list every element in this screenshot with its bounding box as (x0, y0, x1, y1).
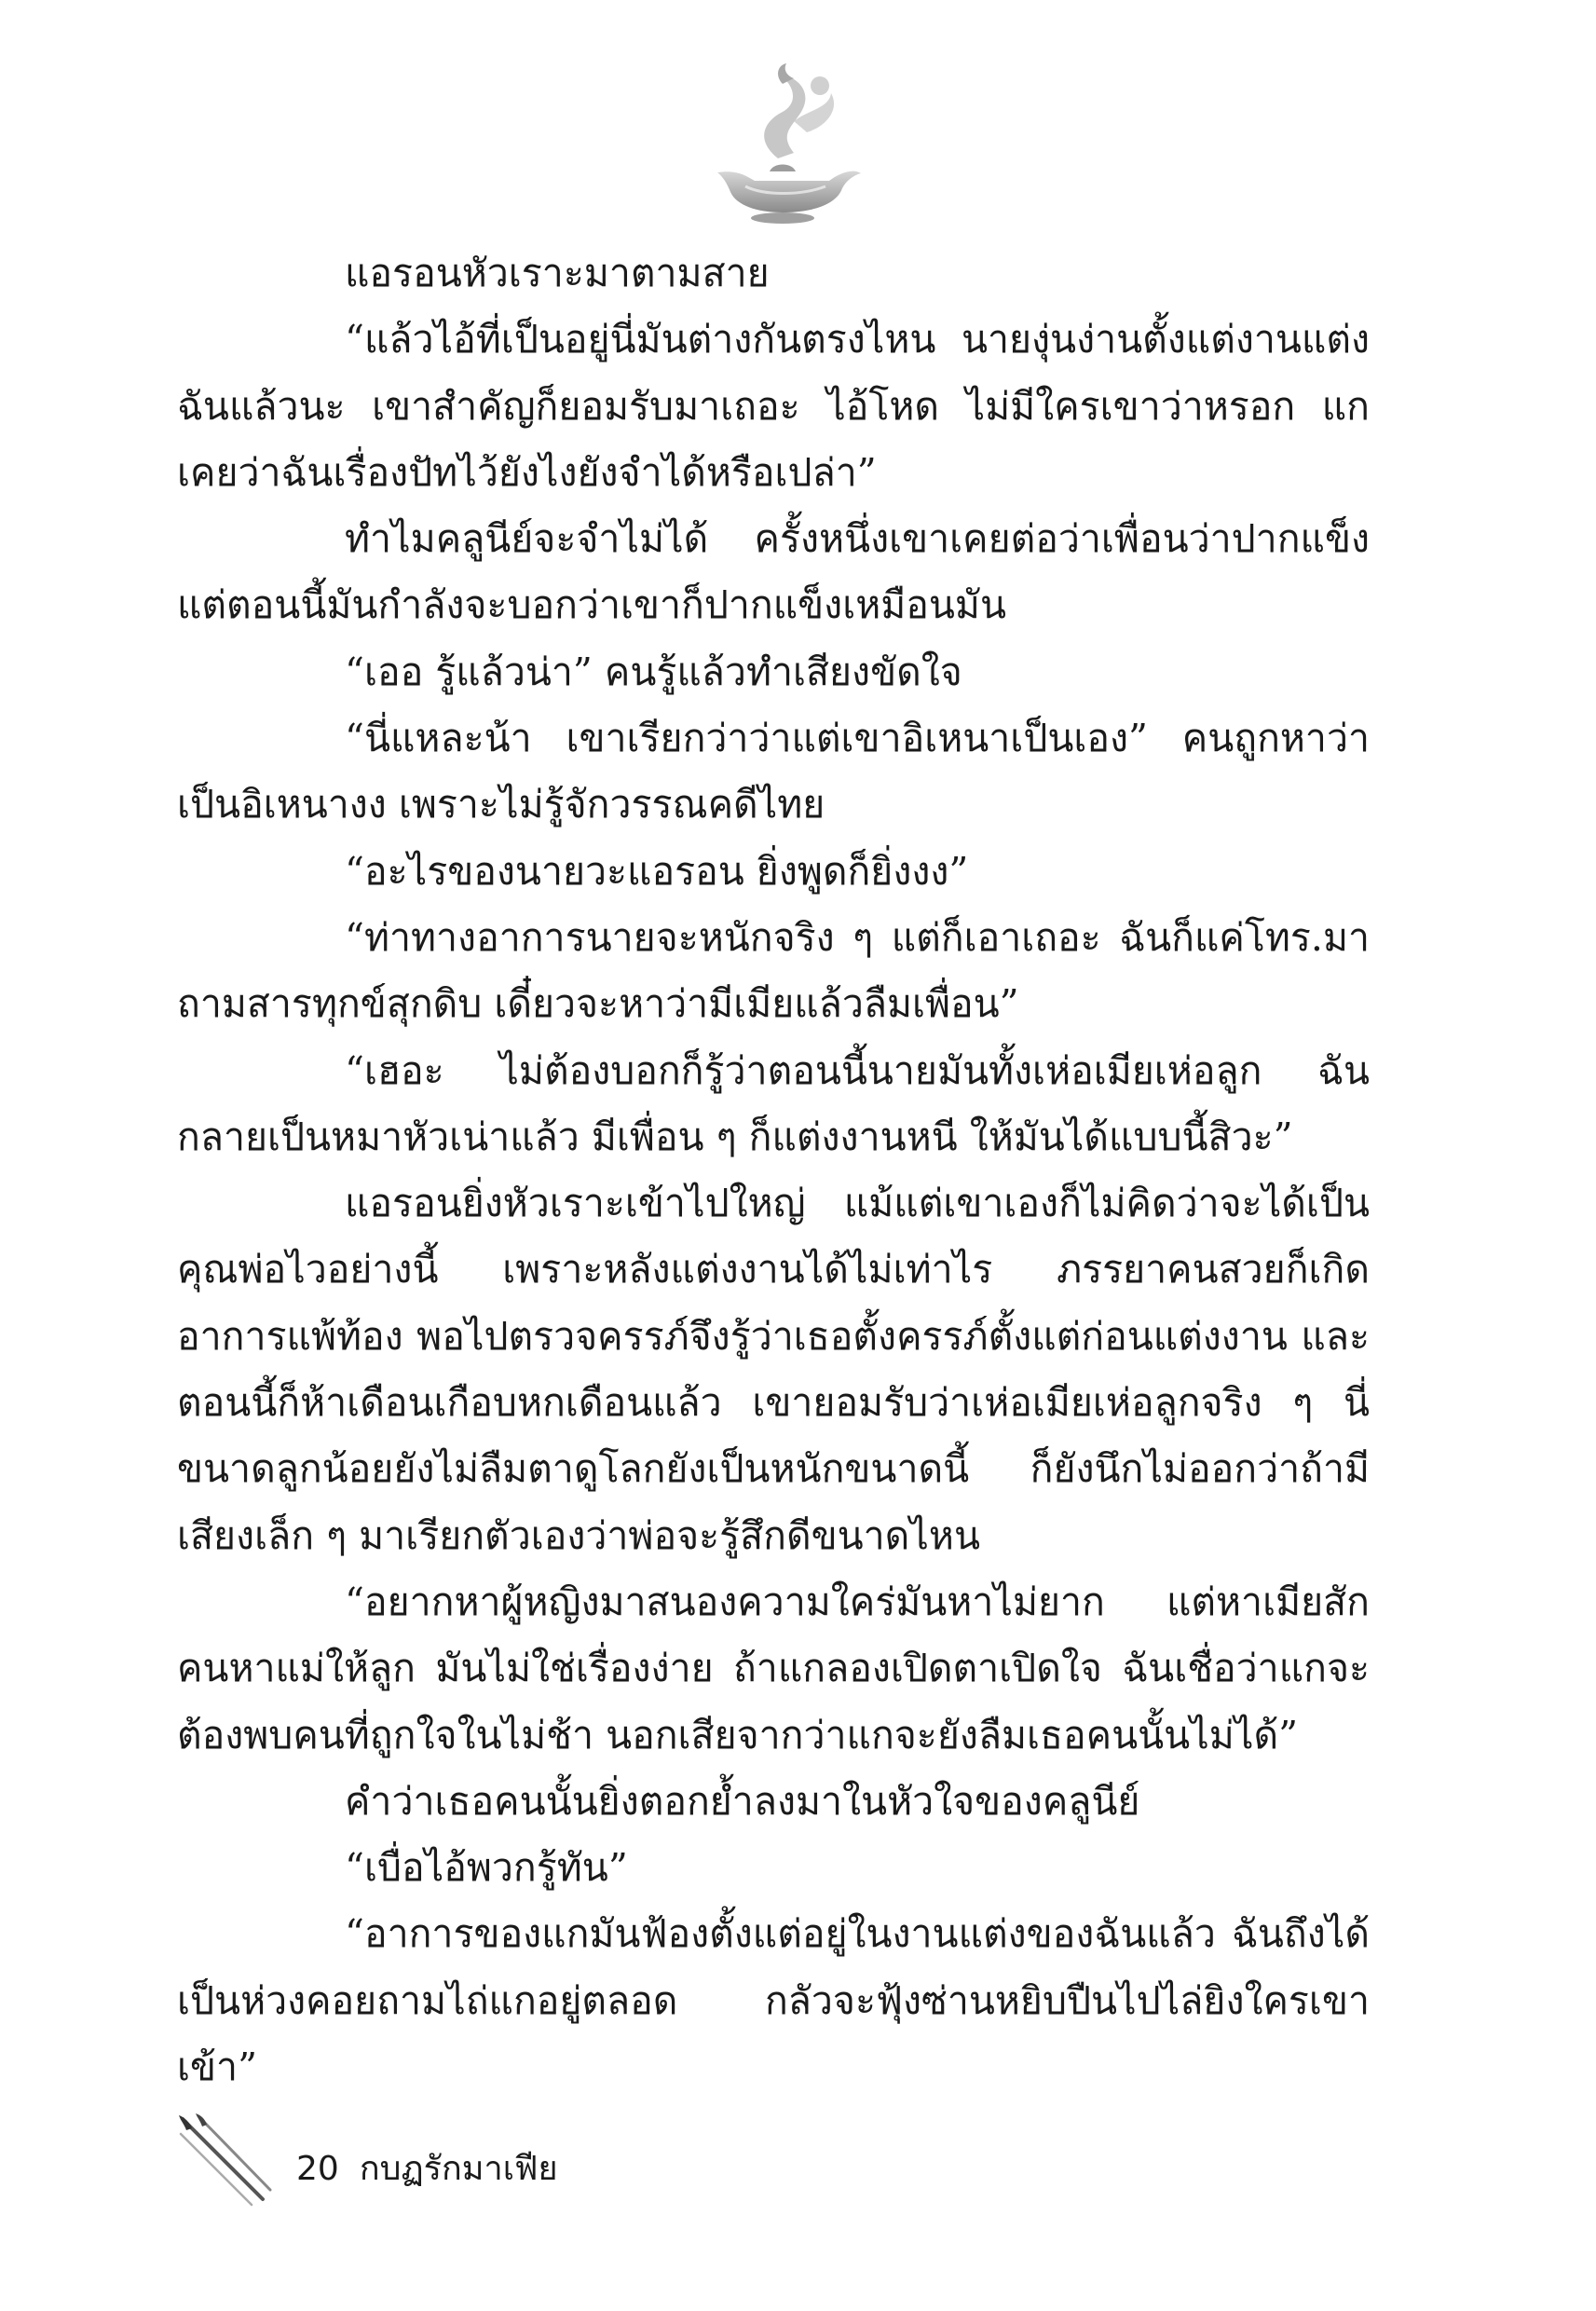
paragraph: “เบื่อไอ้พวกรู้ทัน” (345, 1845, 628, 1891)
paragraph: “ท่าทางอาการนายจะหนักจริง ๆ แต่ก็เอาเถอะ ฉันก็แค่โทร.มาถามสารทุกข์สุกดิบ เดี๋ยวจะหาว่ามีเมียแล้วลืมเพื่อน” (177, 914, 1370, 1027)
paragraph: “นี่แหละน้า เขาเรียกว่าว่าแต่เขาอิเหนาเป็นเอง” คนถูกหาว่าเป็นอิเหนางง เพราะไม่รู้จักวรรณคดีไทย (177, 716, 1370, 827)
paragraph: แอรอนหัวเราะมาตามสาย (345, 251, 770, 295)
paragraph: “อาการของแกมันฟ้องตั้งแต่อยู่ในงานแต่งของฉันแล้ว ฉันถึงได้เป็นห่วงคอยถามไถ่แกอยู่ตลอด กลัวจะฟุ้งซ่านหยิบปืนไปไล่ยิงใครเขาเข้า” (177, 1911, 1370, 2090)
paragraph: “เฮอะ ไม่ต้องบอกก็รู้ว่าตอนนี้นายมันทั้งเห่อเมียเห่อลูก ฉันกลายเป็นหมาหัวเน่าแล้ว มีเพื่อน ๆ ก็แต่งงานหนี ให้มันได้แบบนี้สิวะ” (177, 1047, 1370, 1159)
paragraph: คำว่าเธอคนนั้นยิ่งตอกย้ำลงมาในหัวใจของคลูนีย์ (345, 1778, 1140, 1824)
page-folio (296, 2141, 558, 2195)
paragraph: “เออ รู้แล้วน่า” คนรู้แล้วทำเสียงขัดใจ (345, 649, 962, 694)
paintbrush-icon (177, 2113, 280, 2207)
paragraph: แอรอนยิ่งหัวเราะเข้าไปใหญ่ แม้แต่เขาเองก็ไม่คิดว่าจะได้เป็นคุณพ่อไวอย่างนี้ เพราะหลังแต่งงานได้ไม่เท่าไร ภรรยาคนสวยก็เกิดอาการแพ้ท้อง พอไปตรวจครรภ์จึงรู้ว่าเธอตั้งครรภ์ตั้งแต่ก่อนแต่งงาน และตอนนี้ก็ห้าเดือนเกือบหกเดือนแล้ว เขายอมรับว่าเห่อเมียเห่อลูกจริง ๆ นี่ขนาดลูกน้อยยังไม่ลืมตาดูโลกยังเป็นหนักขนาดนี้ ก็ยังนึกไม่ออกว่าถ้ามีเสียงเล็ก ๆ มาเรียกตัวเองว่าพ่อจะรู้สึกดีขนาดไหน (177, 1181, 1370, 1558)
genie-lamp-icon (689, 56, 876, 233)
page-number: 20 (296, 2150, 339, 2188)
page-footer (177, 2113, 829, 2207)
book-title: กบฏรักมาเฟีย (359, 2150, 558, 2188)
body-text (177, 240, 1370, 2100)
paragraph: “อะไรของนายวะแอรอน ยิ่งพูดก็ยิ่งงง” (345, 848, 969, 894)
paragraph: “อยากหาผู้หญิงมาสนองความใคร่มันหาไม่ยาก แต่หาเมียสักคนหาแม่ให้ลูก มันไม่ใช่เรื่องง่าย ถ้าแกลองเปิดตาเปิดใจ ฉันเชื่อว่าแกจะต้องพบคนที่ถูกใจในไม่ช้า นอกเสียจากว่าแกจะยังลืมเธอคนนั้นไม่ได้” (177, 1579, 1370, 1757)
paragraph: ทำไมคลูนีย์จะจำไม่ได้ ครั้งหนึ่งเขาเคยต่อว่าเพื่อนว่าปากแข็ง แต่ตอนนี้มันกำลังจะบอกว่าเขาก็ปากแข็งเหมือนมัน (177, 516, 1370, 628)
paragraph: “แล้วไอ้ที่เป็นอยู่นี่มันต่างกันตรงไหน นายงุ่นง่านตั้งแต่งานแต่งฉันแล้วนะ เขาสำคัญก็ยอมรับมาเถอะ ไอ้โหด ไม่มีใครเขาว่าหรอก แกเคยว่าฉันเรื่องปัทไว้ยังไงยังจำได้หรือเปล่า” (177, 317, 1370, 495)
